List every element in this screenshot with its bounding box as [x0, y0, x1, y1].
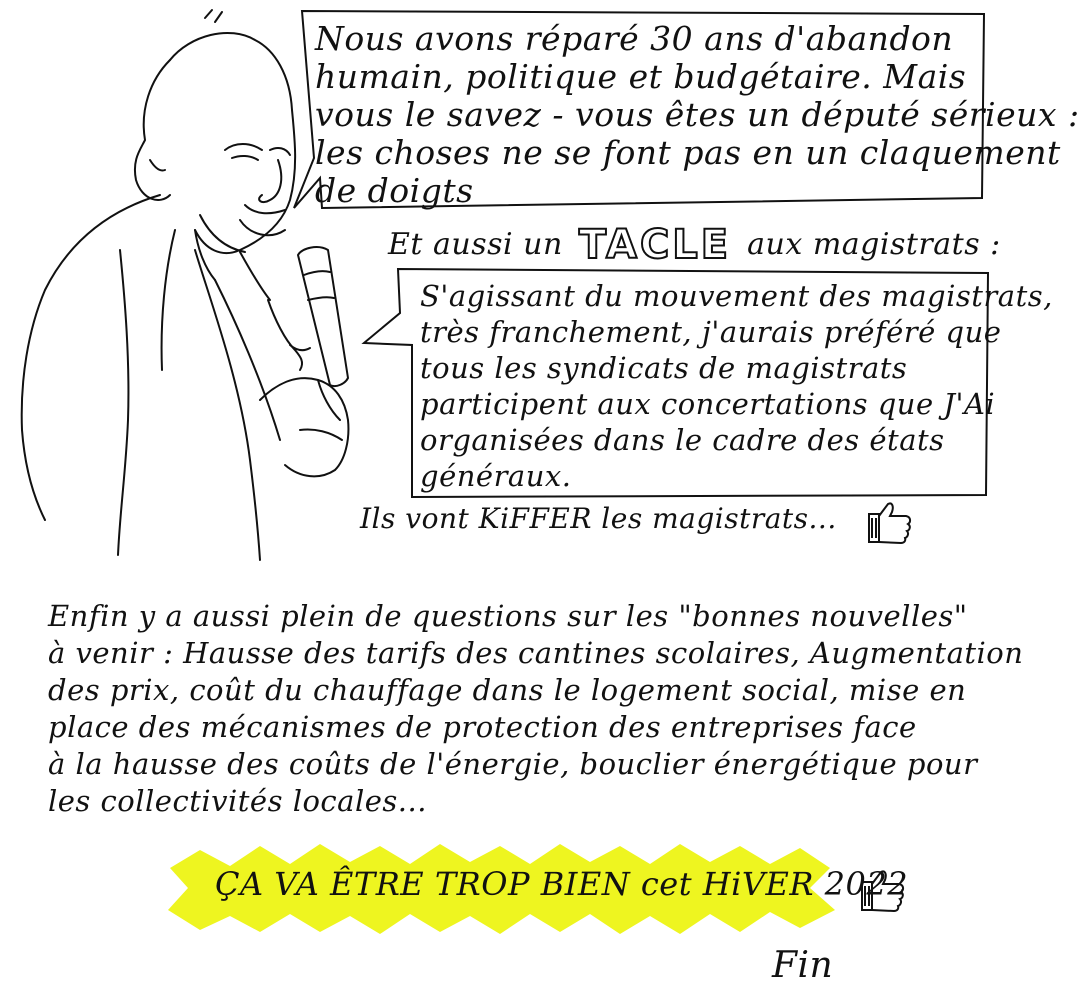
bubble2-line: généraux.: [420, 459, 572, 493]
bubble1-line: humain, politique et budgétaire. Mais: [315, 57, 967, 96]
paragraph-line: à venir : Hausse des tarifs des cantines scolaires, Augmentation: [48, 636, 1024, 670]
speech-bubble-1-text: [315, 19, 1080, 210]
paragraph-line: Enfin y a aussi plein de questions sur les "bonnes nouvelles": [48, 599, 968, 633]
highlight-text: ÇA VA ÊTRE TROP BIEN cet HiVER 2022: [215, 865, 909, 903]
final-paragraph: [48, 598, 1024, 820]
bubble2-line: très franchement, j'aurais préféré que: [420, 315, 1002, 349]
paragraph-line: à la hausse des coûts de l'énergie, bouclier énergétique pour: [48, 747, 978, 781]
bubble1-line: Nous avons réparé 30 ans d'abandon: [315, 19, 954, 58]
thumbs-up-icon: [858, 868, 908, 914]
tacle-caption: [388, 222, 1001, 268]
bubble1-line: les choses ne se font pas en un claquement: [315, 133, 1061, 172]
tacle-prefix: Et aussi un: [388, 227, 563, 262]
paragraph-line: les collectivités locales...: [48, 784, 427, 818]
bubble1-line: de doigts: [315, 171, 474, 210]
tacle-word: TACLE: [578, 222, 732, 268]
bubble1-line: vous le savez - vous êtes un député sérieux :: [315, 95, 1080, 134]
paragraph-line: place des mécanismes de protection des entreprises face: [48, 710, 917, 744]
bubble2-line: tous les syndicats de magistrats: [420, 351, 908, 385]
bubble2-line: organisées dans le cadre des états: [420, 423, 945, 457]
thumbs-up-icon: [866, 500, 914, 546]
speech-bubble-2-text: [420, 278, 1053, 494]
kiffer-caption: Ils vont KiFFER les magistrats...: [360, 502, 837, 535]
paragraph-line: des prix, coût du chauffage dans le logement social, mise en: [48, 673, 967, 707]
bubble2-line: S'agissant du mouvement des magistrats,: [420, 279, 1053, 313]
signature-fin: Fin: [772, 945, 834, 986]
bubble2-line: participent aux concertations que J'Ai: [420, 387, 996, 421]
tacle-suffix: aux magistrats :: [747, 227, 1001, 262]
